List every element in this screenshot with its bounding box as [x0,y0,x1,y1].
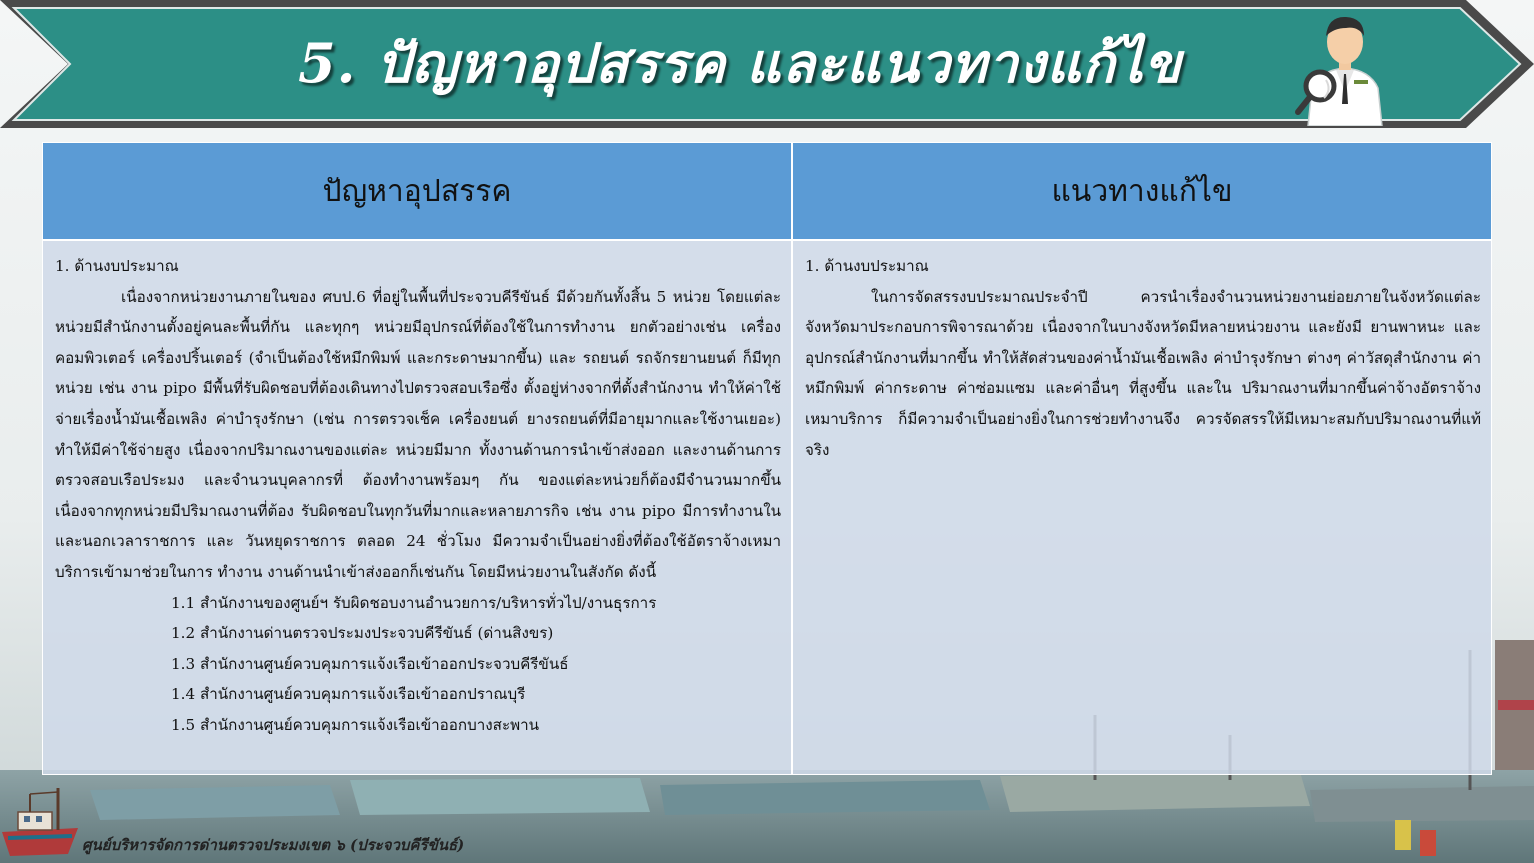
problems-heading: 1. ด้านงบประมาณ [55,257,179,275]
footer-organization-name: ศูนย์บริหารจัดการด่านตรวจประมงเขต ๖ (ประจวบคีรีขันธ์) [82,836,465,854]
fishing-boat-icon [0,782,80,860]
problems-cell [42,240,792,775]
solutions-paragraph: ในการจัดสรรงบประมาณประจำปี ควรนำเรื่องจำนวนหน่วยงานย่อยภายในจังหวัดแต่ละ จังหวัดมาประกอบการพิจารณาด้วย เนื่องจากในบางจังหวัดมีหลายหน่วยงาน และยังมี ยานพาหนะ และอุปกรณ์สำนักงานที่มากขึ้น ทำให้สัดส่วนของค่าน้ำมันเชื้อเพลิง ค่าบำรุงรักษา ต่างๆ ค่าวัสดุสำนักงาน ค่าหมึกพิมพ์ ค่ากระดาษ ค่าซ่อมแซม และค่าอื่นๆ ที่สูงขึ้น และใน ปริมาณงานที่มากขึ้นค่าจ้างอัตราจ้างเหมาบริการ ก็มีความจำเป็นอย่างยิ่งในการช่วยทำงานจึง ควรจัดสรรให้มีเหมาะสมกับปริมาณงานที่แท้จริง [805,287,1481,459]
unit-list-item: 1.5 สำนักงานศูนย์ควบคุมการแจ้งเรือเข้าออกบางสะพาน [171,715,540,734]
solutions-cell [792,240,1492,775]
problems-solutions-table [42,142,1492,775]
problems-paragraph: เนื่องจากหน่วยงานภายในของ ศบป.6 ที่อยู่ในพื้นที่ประจวบคีรีขันธ์ มีด้วยกันทั้งสิ้น 5 หน่วย โดยแต่ละหน่วยมีสำนักงานตั้งอยู่คนละพื้นที่กัน และทุกๆ หน่วยมีอุปกรณ์ที่ต้องใช้ในการทำงาน ยกตัวอย่างเช่น เครื่องคอมพิวเตอร์ เครื่องปริ้นเตอร์ (จำเป็นต้องใช้หมึกพิมพ์ และกระดาษมากขึ้น) และ รถยนต์ รถจักรยานยนต์ ก็มีทุกหน่วย เช่น งาน pipo มีพื้นที่รับผิดชอบที่ต้องเดินทางไปตรวจสอบเรือซึ่ง ตั้งอยู่ห่างจากที่ตั้งสำนักงาน ทำให้ค่าใช้จ่ายเรื่องน้ำมันเชื้อเพลิง ค่าบำรุงรักษา (เช่น การตรวจเช็ค เครื่องยนต์ ยางรถยนต์ที่มีอายุมากและใช้งานเยอะ) ทำให้มีค่าใช้จ่ายสูง เนื่องจากปริมาณงานของแต่ละ หน่วยมีมาก ทั้งงานด้านการนำเข้าส่งออก และงานด้านการตรวจสอบเรือประมง และจำนวนบุคลากรที่ ต้องทำงานพร้อมๆ กัน ของแต่ละหน่วยก็ต้องมีจำนวนมากขึ้น เนื่องจากทุกหน่วยมีปริมาณงานที่ต้อง รับผิดชอบในทุกวันที่มากและหลายภารกิจ เช่น งาน pipo มีการทำงานในและนอกเวลาราชการ และ วันหยุดราชการ ตลอด 24 ชั่วโมง มีความจำเป็นอย่างยิ่งที่ต้องใช้อัตราจ้างเหมาบริการเข้ามาช่วยในการ ทำงาน งานด้านนำเข้าส่งออกก็เช่นกัน โดยมีหน่วยงานในสังกัด ดังนี้ [55,287,782,581]
column-header-solutions: แนวทางแก้ไข [792,142,1492,240]
unit-list-item: 1.2 สำนักงานด่านตรวจประมงประจวบคีรีขันธ์ (ด่านสิงขร) [171,624,554,643]
inspector-with-magnifier-icon [1290,8,1400,126]
unit-list-item: 1.1 สำนักงานของศูนย์ฯ รับผิดชอบงานอำนวยการ/บริหารทั่วไป/งานธุรการ [171,593,657,612]
page-title: 5. ปัญหาอุปสรรค และแนวทางแก้ไข [298,31,1182,95]
solutions-heading: 1. ด้านงบประมาณ [805,257,929,275]
column-header-problems: ปัญหาอุปสรรค [42,142,792,240]
unit-list-item: 1.3 สำนักงานศูนย์ควบคุมการแจ้งเรือเข้าออกประจวบคีรีขันธ์ [171,654,569,673]
unit-list-item: 1.4 สำนักงานศูนย์ควบคุมการแจ้งเรือเข้าออกปราณบุรี [171,685,526,704]
